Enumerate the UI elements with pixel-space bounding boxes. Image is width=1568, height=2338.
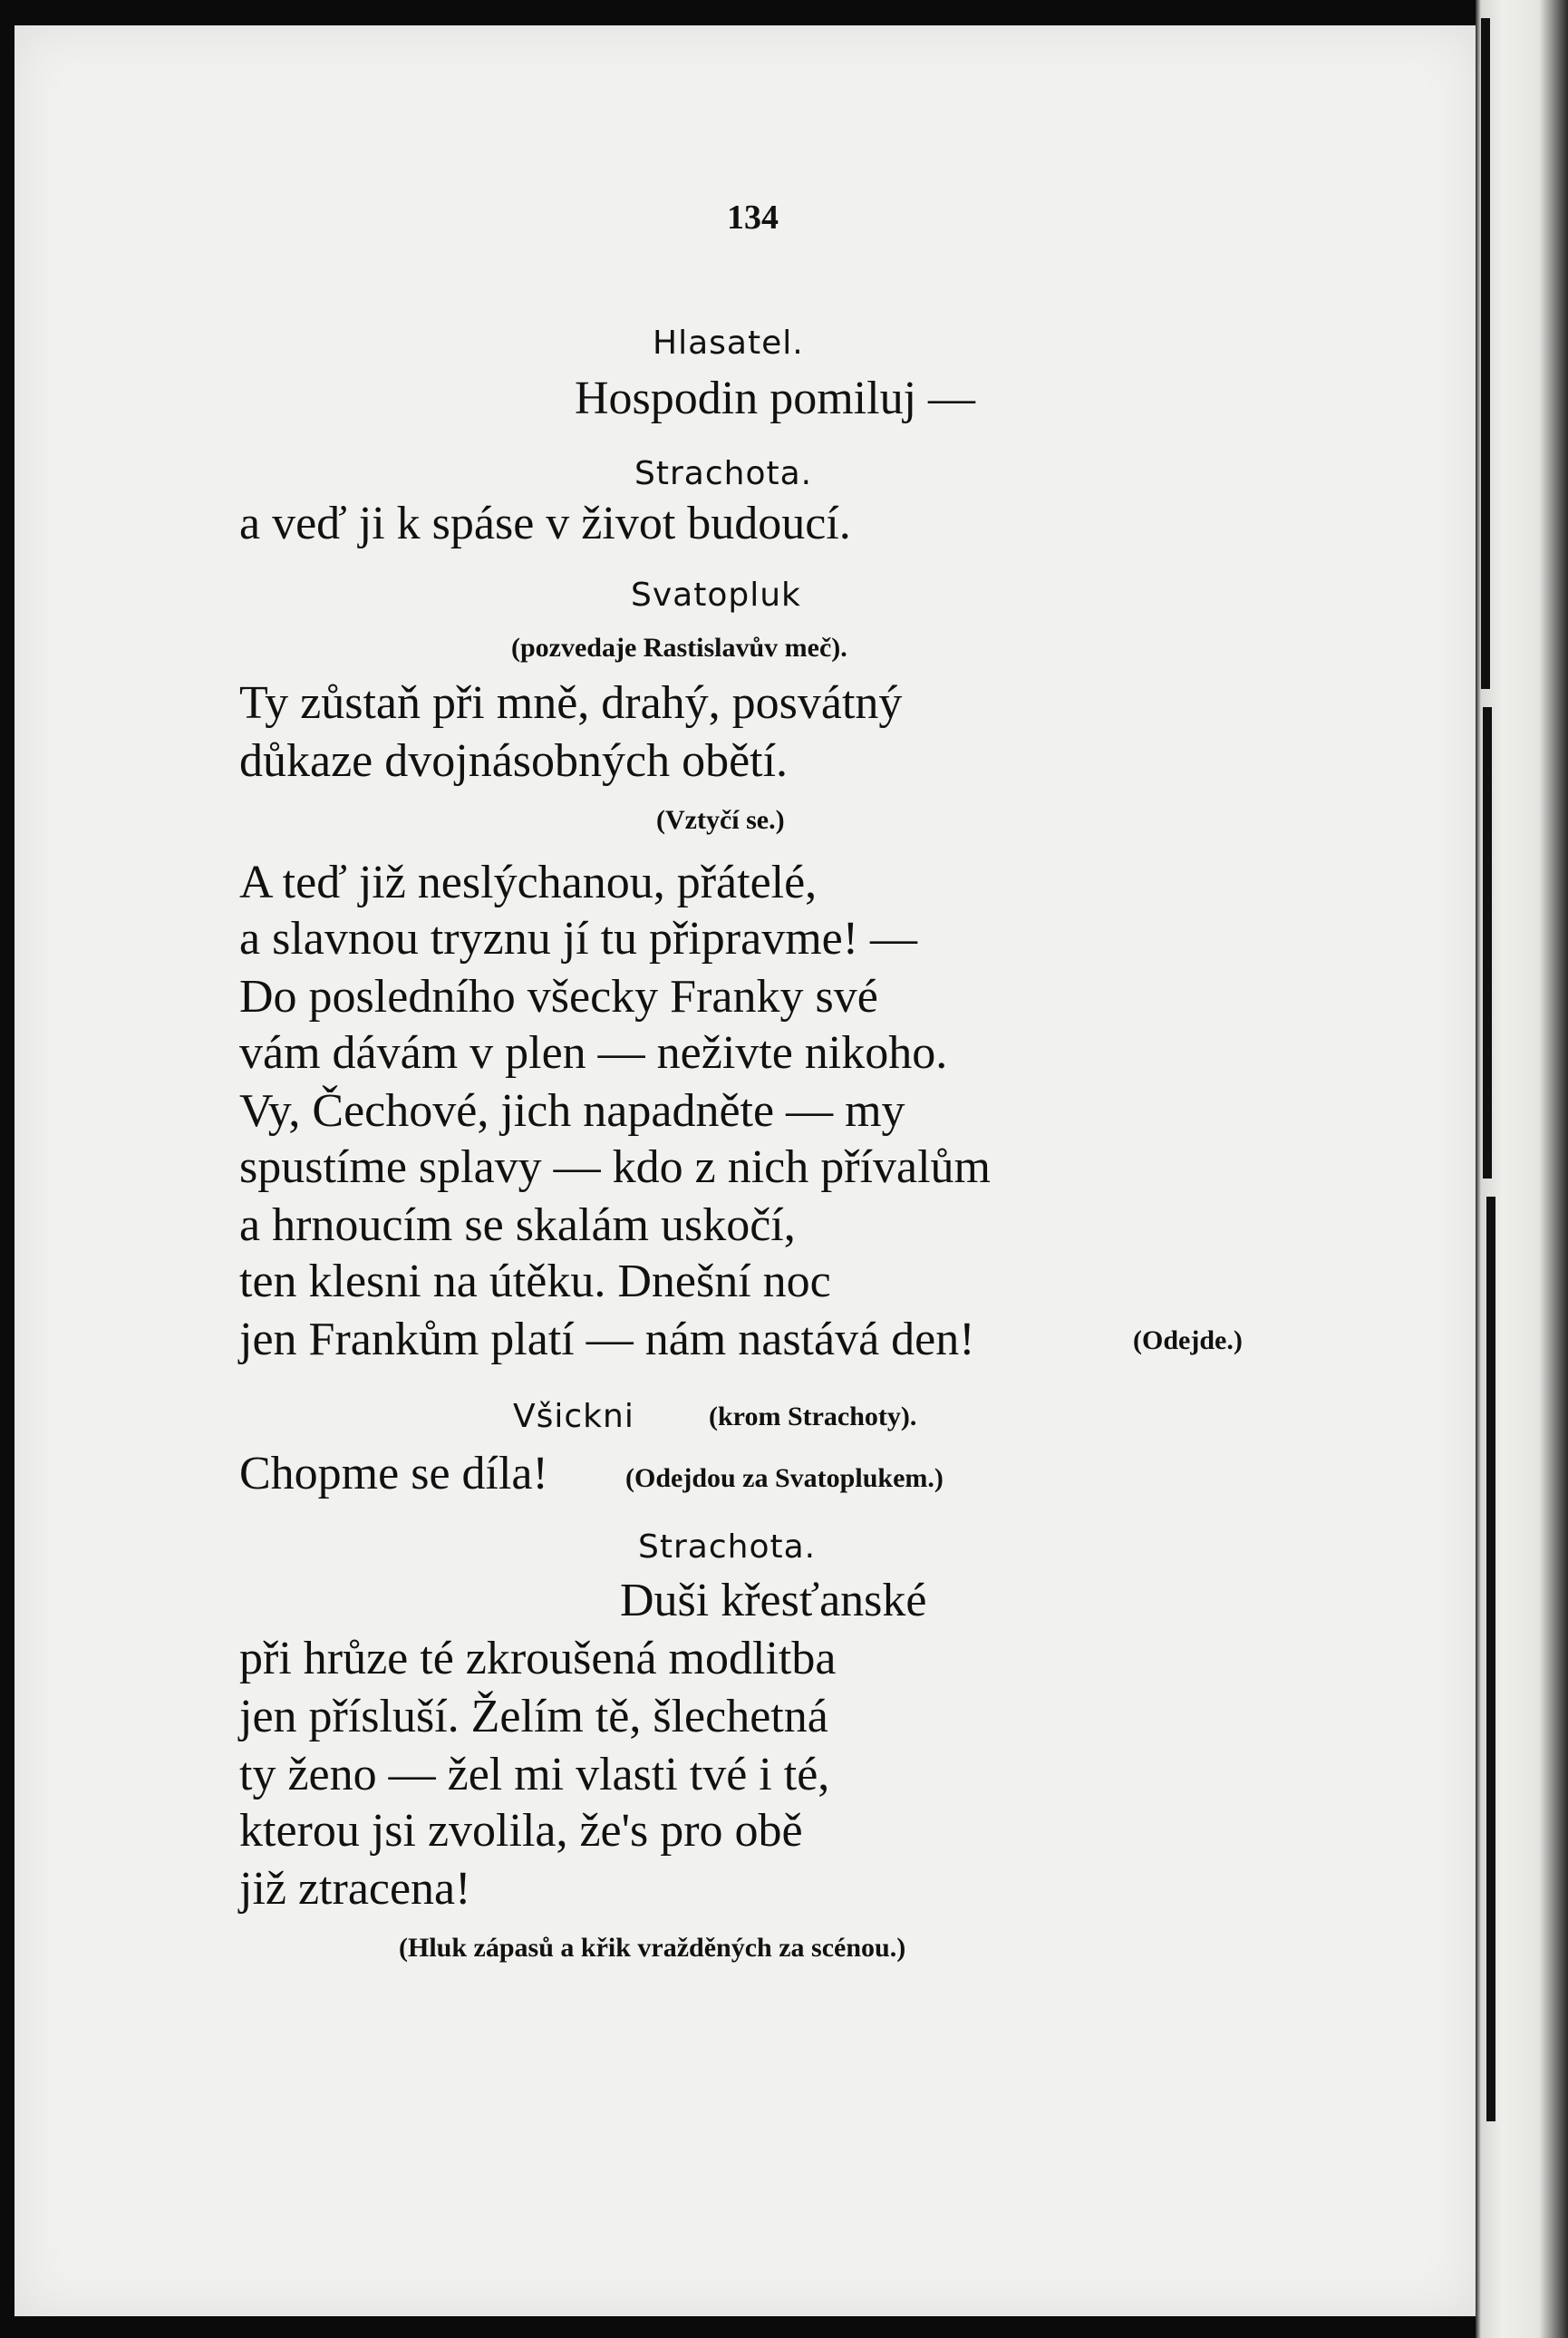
verse-line: Hospodin pomiluj —: [575, 373, 976, 424]
verse-line: Do posledního všecky Franky své: [239, 971, 878, 1023]
verse-line: jen přísluší. Želím tě, šlechetná: [239, 1691, 828, 1742]
speaker-strachota: Strachota.: [634, 455, 813, 492]
verse-line: Chopme se díla!: [239, 1448, 548, 1499]
verse-line: jen Frankům platí — nám nastává den!: [239, 1314, 975, 1365]
verse-line: a hrnoucím se skalám uskočí,: [239, 1199, 796, 1251]
verse-line: důkaze dvojnásobných obětí.: [239, 735, 789, 787]
verse-line: A teď již neslýchanou, přátelé,: [239, 857, 818, 908]
spine-shadow-mid: [1483, 707, 1492, 1179]
stage-direction: (krom Strachoty).: [709, 1402, 917, 1431]
stage-direction: (Hluk zápasů a křik vražděných za scénou.): [399, 1933, 906, 1963]
spine-shadow-lower: [1486, 1197, 1495, 2121]
speaker-vsickni: Všickni: [513, 1398, 634, 1435]
verse-line: ty ženo — žel mi vlasti tvé i té,: [239, 1749, 830, 1800]
speaker-hlasatel: Hlasatel.: [653, 325, 804, 362]
verse-line: spustíme splavy — kdo z nich přívalům: [239, 1141, 992, 1193]
stage-direction: (Odejdou za Svatoplukem.): [625, 1463, 944, 1493]
speaker-svatopluk: Svatopluk: [631, 577, 801, 614]
verse-line: Vy, Čechové, jich napadněte — my: [239, 1085, 905, 1137]
stage-direction: (pozvedaje Rastislavův meč).: [511, 633, 847, 663]
verse-line: již ztracena!: [239, 1863, 471, 1915]
stage-direction: (Odejde.): [1133, 1325, 1243, 1355]
speaker-strachota: Strachota.: [638, 1528, 817, 1566]
verse-line: při hrůze té zkroušená modlitba: [239, 1633, 837, 1684]
verse-line: ten klesni na útěku. Dnešní noc: [239, 1256, 831, 1307]
verse-line: Ty zůstaň při mně, drahý, posvátný: [239, 677, 903, 729]
verse-line: a slavnou tryznu jí tu připravme! —: [239, 913, 918, 965]
verse-line: a veď ji k spáse v život budoucí.: [239, 498, 851, 549]
verse-line: Duši křesťanské: [620, 1575, 927, 1626]
stage-direction: (Vztyčí se.): [656, 805, 785, 835]
verse-line: vám dávám v plen — neživte nikoho.: [239, 1027, 948, 1079]
verse-line: kterou jsi zvolila, že's pro obě: [239, 1805, 803, 1857]
spine-shadow-upper: [1481, 18, 1490, 689]
page-number: 134: [727, 199, 779, 237]
